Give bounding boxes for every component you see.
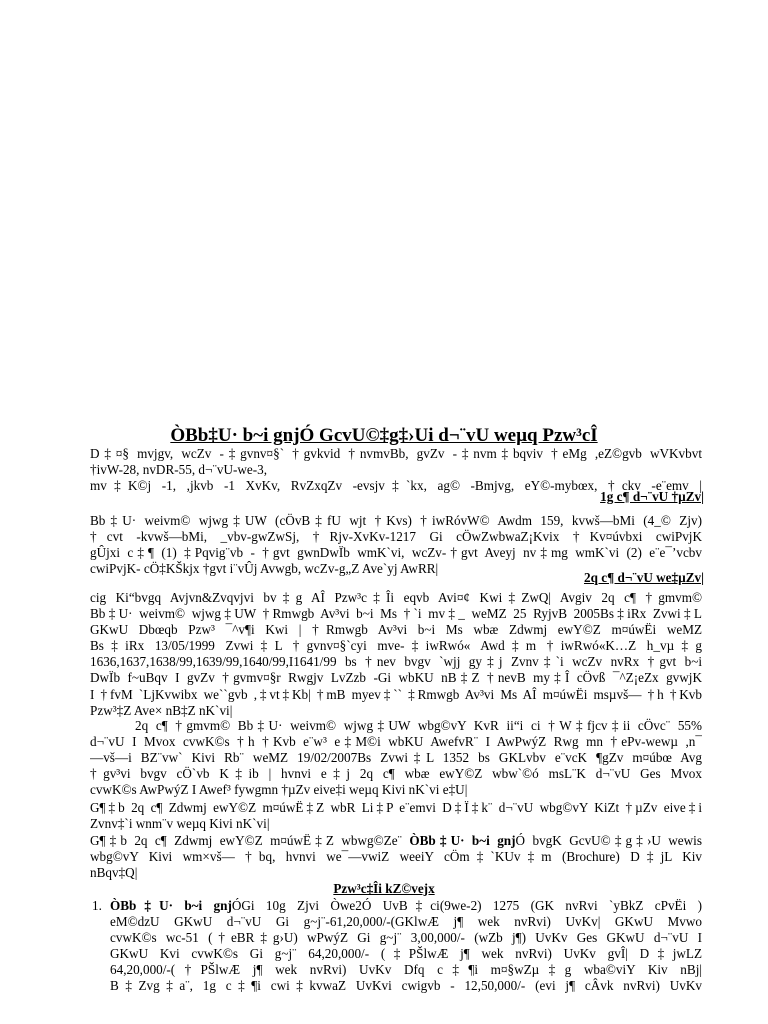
item-line (110, 898, 702, 914)
authority-line: d¬¨vU I Mvox cvwK©s †h †Kvb e¨w³ e‡M©i wbKU AwefvR¨ I AwPwýZ Rwg mn †ePv-wewµ ,n¯ (90, 734, 702, 750)
party2-paragraph (90, 590, 702, 719)
construction-paragraph (90, 800, 702, 832)
authority-line: 2q c¶ †gmvm© Bb‡U· weivm© wjwg‡UW wbg©vY KvR ii“i ci †W‡fjcv‡ii cÖvc¨ 55% (135, 718, 702, 733)
party2-line: I †fvM `LjKvwibx we``gvb ,‡vt‡Kb| †mB myev‡`` ‡Rmwgb Av³vi Ms AÎ m¤úwËi msµvš— †h †Kvb (90, 686, 702, 702)
party2-line: 1636,1637,1638/99,1639/99,1640/99,I1641/99 bs †nev bvgv `wjj gy‡j Zvnv‡`i wcZv nvRx †gvt b~i (90, 654, 702, 670)
intro-paragraph (90, 446, 702, 494)
item-building-name: ÒBb‡U· b~i gnj (110, 898, 232, 913)
party2-line: GKwU Dbœqb Pzw³ ¯^v¶i Kwi | †Rmwgb Av³vi b~i Ms wbæ Zdwmj ewY©Z m¤úwËi weMZ (90, 622, 702, 638)
item-number: 1. (92, 898, 102, 913)
conditions-heading: Pzw³c‡Îi kZ©vejx (333, 881, 435, 896)
building-line (90, 833, 702, 849)
party2-line: Bb‡U· weivm© wjwg‡UW †Rmwgb Av³vi b~i Ms †`i mv‡_ weMZ 25 RyjvB 2005Bs‡iRx Zvwi‡L (90, 606, 702, 622)
authority-line: —vš—i BZ¨vw` Kivi Rb¨ weMZ 19/02/2007Bs Zvwi‡L 1352 bs GKLvbv e¨vcK ¶gZv m¤úbœ Avg (90, 750, 702, 766)
construction-line: Zvnv‡`i wnm¨v weµq Kivi nK`vi| (90, 816, 270, 832)
party1-line: gÛjxi c‡¶ (1) ‡Pqvig¨vb - †gvt gwnDwÏb wmK`vi, wcZv-†gvt Aveyj nv‡mg wmK`vi (2) e¨e¯’vcbv (90, 545, 702, 561)
building-line: nBqv‡Q| (90, 865, 138, 881)
item-line: cvwK©s wc-51 (†eBR‡g›U) wPwýZ Gi g~j¨ 3,00,000/- (wZb j¶) UvKv Ges GKwU d¬¨vU I (110, 930, 702, 946)
party2-line: Pzw³‡Z Ave× nB‡Z nK`vi| (90, 702, 233, 718)
conditions-list (92, 898, 702, 995)
party2-line: cig Ki“bvgq Avjvn&Zvqvjvi bv‡g AÎ Pzw³c‡Îi eqvb Avi¤¢ Kwi‡ZwQ| Avgiv 2q c¶ †gmvm© (90, 590, 702, 605)
intro-line: †ivW-28, nvDR-55, d¬¨vU-we-3, (90, 462, 268, 478)
authority-line: cvwK©s AwPwýZ I Awef³ fywgmn †µZv eive‡i weµq Kivi nK`vi e‡U| (90, 782, 468, 798)
party2-line: DwÏb f~uBqv I gvZv †gvmv¤§r Rwgjv LvZzb -Gi wbKU nB‡Z †nevB my‡Î cÖvß ¯^Z¡eZx gvwjK (90, 670, 702, 686)
building-line: wbg©vY Kivi wm×vš— †bq, hvnvi we¯—vwiZ weeiY cÖm‡`KUv‡m (Brochure) D‡jL Kiv (90, 849, 702, 865)
building-text-post: Ó bvgK GcvU©‡g‡›U wewis (515, 833, 702, 848)
building-paragraph (90, 833, 702, 881)
item-text: ÓGi 10g Zjvi Òwe2Ó UvB‡ci(9we-2) 1275 (GK nvRvi `yBkZ cPvËi ) (231, 898, 702, 913)
intro-line: mv‡K©j -1, ,jkvb -1 XvKv, RvZxqZv -evsjv‡`kx, ag© -Bmjvg, eY©-mybœx, †ckv -e¨emv | (90, 478, 702, 494)
party1-heading: 1g c¶ d¬¨vU †µZv| (600, 489, 704, 504)
intro-line: D‡¤§ mvjgv, wcZv -‡gvnv¤§` †gvkvid †nvmvBb, gvZv -‡nvm‡bqviv †eMg ,eZ©gvb wVKvbvt (90, 446, 702, 461)
party1-line: Bb‡U· weivm© wjwg‡UW (cÖvB‡fU wjt †Kvs) †iwRóvW© Awdm 159, kvwš—bMi (4_© Zjv) (90, 513, 702, 528)
document-title: ÒBb‡U· b~i gnjÓ GcvU©‡g‡›Ui d¬¨vU weµq Pzw³cÎ (170, 425, 598, 446)
building-name: ÒBb‡U· b~i gnj (409, 833, 516, 848)
item-line: GKwU Kvi cvwK©s Gi g~j¨ 64,20,000/- (‡PŠlwÆ j¶ wek nvRvi) UvKv gvÎ| D‡jwLZ (110, 946, 702, 962)
party2-heading: 2q c¶ d¬¨vU we‡µZv| (583, 570, 704, 585)
party1-line: cwiPvjK- cÖ‡KŠkjx †gvt i¨vÛj Avwgb, wcZv-g„Z Ave`yj AwRR| (90, 561, 439, 577)
item-line: 64,20,000/-(†PŠlwÆ j¶ wek nvRvi) UvKv Dfq c‡¶i m¤§wZµ‡g wba©viY Kiv nBj| (110, 962, 702, 978)
item-line: eM©dzU GKwU d¬¨vU Gi g~j¨-61,20,000/-(GKlwÆ j¶ wek nvRvi) UvKv| GKwU Mvwo (110, 914, 702, 930)
building-text-pre: G¶‡b 2q c¶ Zdwmj ewY©Z m¤úwË‡Z wbwg©Ze¨ (90, 833, 410, 848)
party2-line: Bs‡iRx 13/05/1999 Zvwi‡L †gvnv¤§`cyi mve-‡iwRwó« Awd‡m †iwRwó«K…Z h_vµ‡g (90, 638, 702, 654)
party1-line: †cvt -kvwš—bMi, _vbv-gwZwSj, †Rjv-XvKv-1217 Gi cÖwZwbwaZ¡Kvix †Kv¤úvbxi cwiPvjK (90, 529, 702, 545)
item-line: B‡Zvg‡a¨, 1g c‡¶i cwi‡kvwaZ UvKvi cwigvb - 12,50,000/- (evi j¶ cÂvk nvRvi) UvKv (110, 978, 702, 994)
authority-paragraph (90, 718, 702, 798)
construction-line: G¶‡b 2q c¶ Zdwmj ewY©Z m¤úwË‡Z wbR Li‡P e¨emvi D‡Ï‡k¨ d¬¨vU wbg©vY KiZt †µZv eive‡i (90, 800, 702, 815)
authority-line: †gv³vi bvgv cÖ`vb K‡ib | hvnvi e‡j 2q c¶ wbæ ewY©Z wbw`©ó msL¨K d¬¨vU Ges Mvox (90, 766, 702, 782)
party1-paragraph (90, 513, 702, 577)
